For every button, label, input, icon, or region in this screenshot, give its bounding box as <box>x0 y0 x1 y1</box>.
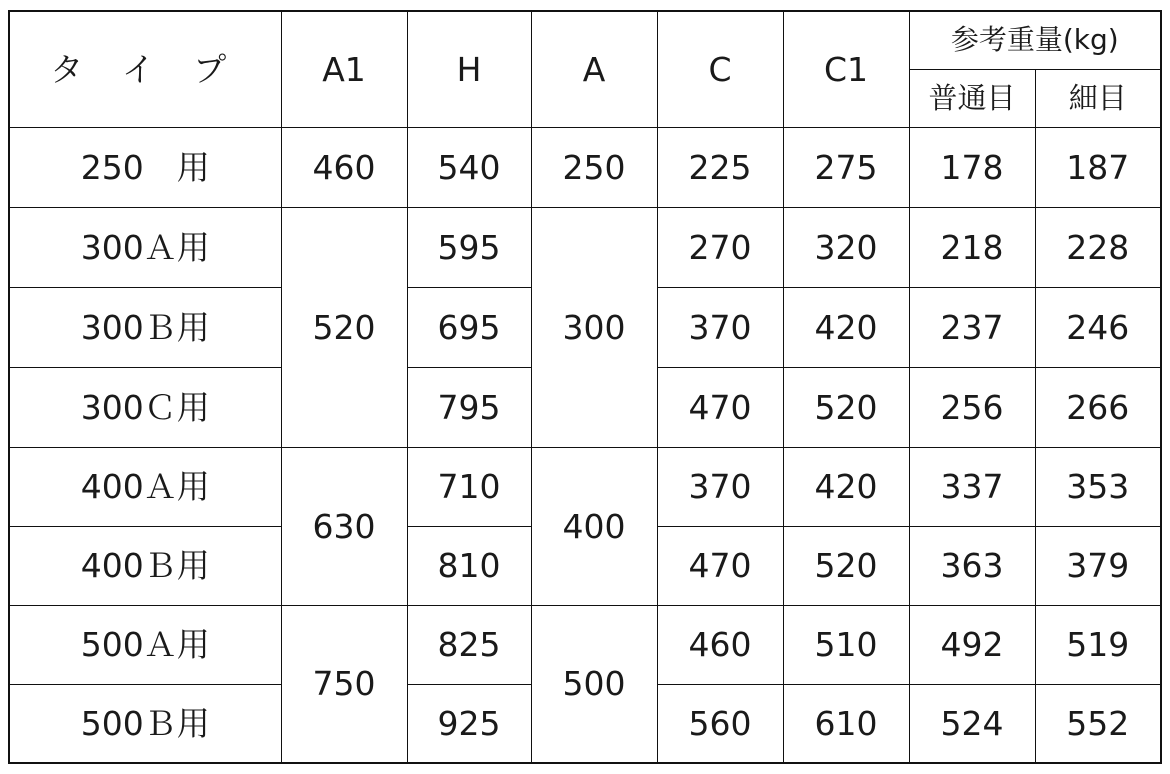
cell-type: 500Ａ用 <box>9 605 281 684</box>
cell-c: 370 <box>657 287 783 367</box>
cell-h: 810 <box>407 526 531 605</box>
cell-h: 710 <box>407 447 531 526</box>
cell-c1: 275 <box>783 127 909 207</box>
cell-weight-normal: 178 <box>909 127 1035 207</box>
cell-c: 470 <box>657 367 783 447</box>
header-c1: C1 <box>783 11 909 127</box>
cell-c: 225 <box>657 127 783 207</box>
cell-weight-fine: 552 <box>1035 684 1161 763</box>
cell-a: 300 <box>531 207 657 447</box>
header-weight-normal: 普通目 <box>909 69 1035 127</box>
cell-weight-fine: 187 <box>1035 127 1161 207</box>
cell-weight-normal: 492 <box>909 605 1035 684</box>
spec-table <box>8 10 1162 764</box>
cell-h: 795 <box>407 367 531 447</box>
cell-weight-normal: 337 <box>909 447 1035 526</box>
cell-weight-fine: 266 <box>1035 367 1161 447</box>
cell-weight-fine: 228 <box>1035 207 1161 287</box>
cell-a1: 630 <box>281 447 407 605</box>
cell-h: 695 <box>407 287 531 367</box>
cell-c1: 320 <box>783 207 909 287</box>
header-h: H <box>407 11 531 127</box>
cell-a: 500 <box>531 605 657 763</box>
cell-c: 460 <box>657 605 783 684</box>
cell-a1: 520 <box>281 207 407 447</box>
cell-weight-normal: 218 <box>909 207 1035 287</box>
cell-type: 300Ｃ用 <box>9 367 281 447</box>
cell-c1: 420 <box>783 287 909 367</box>
cell-type: 500Ｂ用 <box>9 684 281 763</box>
table-row <box>9 207 1161 287</box>
cell-a1: 460 <box>281 127 407 207</box>
cell-c: 560 <box>657 684 783 763</box>
header-a: A <box>531 11 657 127</box>
cell-weight-fine: 353 <box>1035 447 1161 526</box>
cell-c1: 520 <box>783 526 909 605</box>
cell-a: 400 <box>531 447 657 605</box>
cell-type: 250 用 <box>9 127 281 207</box>
cell-c1: 610 <box>783 684 909 763</box>
cell-h: 540 <box>407 127 531 207</box>
cell-h: 825 <box>407 605 531 684</box>
cell-c1: 510 <box>783 605 909 684</box>
header-row-1 <box>9 11 1161 69</box>
cell-c: 470 <box>657 526 783 605</box>
cell-weight-normal: 524 <box>909 684 1035 763</box>
header-type: タ イ プ <box>9 11 281 127</box>
header-weight-group: 参考重量(kg) <box>909 11 1161 69</box>
cell-c: 370 <box>657 447 783 526</box>
cell-weight-normal: 237 <box>909 287 1035 367</box>
cell-a1: 750 <box>281 605 407 763</box>
table-row <box>9 447 1161 526</box>
cell-a: 250 <box>531 127 657 207</box>
cell-weight-normal: 256 <box>909 367 1035 447</box>
cell-h: 595 <box>407 207 531 287</box>
cell-type: 400Ａ用 <box>9 447 281 526</box>
cell-weight-fine: 519 <box>1035 605 1161 684</box>
cell-weight-normal: 363 <box>909 526 1035 605</box>
cell-weight-fine: 246 <box>1035 287 1161 367</box>
header-a1: A1 <box>281 11 407 127</box>
cell-type: 300Ｂ用 <box>9 287 281 367</box>
cell-weight-fine: 379 <box>1035 526 1161 605</box>
cell-type: 300Ａ用 <box>9 207 281 287</box>
cell-c1: 420 <box>783 447 909 526</box>
table-row <box>9 127 1161 207</box>
header-weight-fine: 細目 <box>1035 69 1161 127</box>
header-c: C <box>657 11 783 127</box>
cell-c1: 520 <box>783 367 909 447</box>
cell-type: 400Ｂ用 <box>9 526 281 605</box>
cell-c: 270 <box>657 207 783 287</box>
table-row <box>9 605 1161 684</box>
cell-h: 925 <box>407 684 531 763</box>
